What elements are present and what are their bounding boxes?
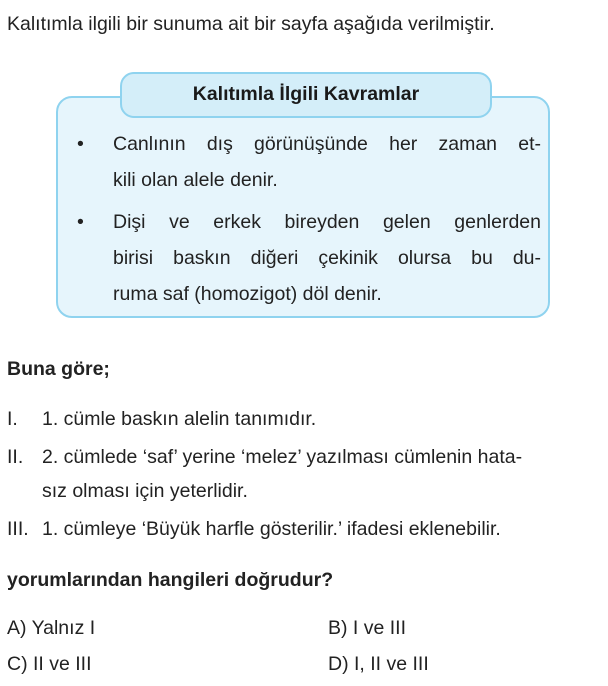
statement-line: 1. cümle baskın alelin tanımıdır. bbox=[42, 408, 317, 430]
statement-number: II. bbox=[7, 446, 24, 468]
question-lead: Buna göre; bbox=[7, 358, 110, 380]
slide-bullet-2 bbox=[71, 204, 541, 312]
bullet-line: kili olan alele denir. bbox=[113, 169, 278, 191]
slide-bullet-list bbox=[71, 126, 541, 318]
statement-text bbox=[42, 440, 597, 508]
question-tail: yorumlarından hangileri doğrudur? bbox=[7, 569, 334, 591]
option-d[interactable]: D) I, II ve III bbox=[328, 653, 429, 675]
option-c[interactable]: C) II ve III bbox=[7, 653, 92, 675]
bullet-dot-icon: • bbox=[77, 133, 84, 155]
statement-list bbox=[7, 402, 597, 550]
slide-title: Kalıtımla İlgili Kavramlar bbox=[120, 72, 492, 118]
slide-bullet-1 bbox=[71, 126, 541, 198]
bullet-line: Canlının dış görünüşünde her zaman et- bbox=[113, 133, 541, 155]
intro-text: Kalıtımla ilgili bir sunuma ait bir sayfa aşağıda verilmiştir. bbox=[7, 13, 495, 35]
statement-text bbox=[42, 512, 597, 546]
bullet-line: ruma saf (homozigot) döl denir. bbox=[113, 283, 382, 305]
statement-3 bbox=[7, 512, 597, 546]
bullet-line: birisi baskın diğeri çekinik olursa bu du- bbox=[113, 247, 541, 269]
option-a[interactable]: A) Yalnız I bbox=[7, 617, 96, 639]
statement-number: III. bbox=[7, 518, 29, 540]
option-b[interactable]: B) I ve III bbox=[328, 617, 407, 639]
statement-1 bbox=[7, 402, 597, 436]
bullet-dot-icon: • bbox=[77, 211, 84, 233]
statement-number: I. bbox=[7, 408, 18, 430]
statement-2 bbox=[7, 440, 597, 508]
bullet-line: Dişi ve erkek bireyden gelen genlerden bbox=[113, 211, 541, 233]
statement-text bbox=[42, 402, 597, 436]
statement-line: sız olması için yeterlidir. bbox=[42, 480, 248, 502]
statement-line: 1. cümleye ‘Büyük harfle gösterilir.’ ifadesi eklenebilir. bbox=[42, 518, 501, 540]
statement-line: 2. cümlede ‘saf’ yerine ‘melez’ yazılması cümlenin hata- bbox=[42, 446, 523, 468]
